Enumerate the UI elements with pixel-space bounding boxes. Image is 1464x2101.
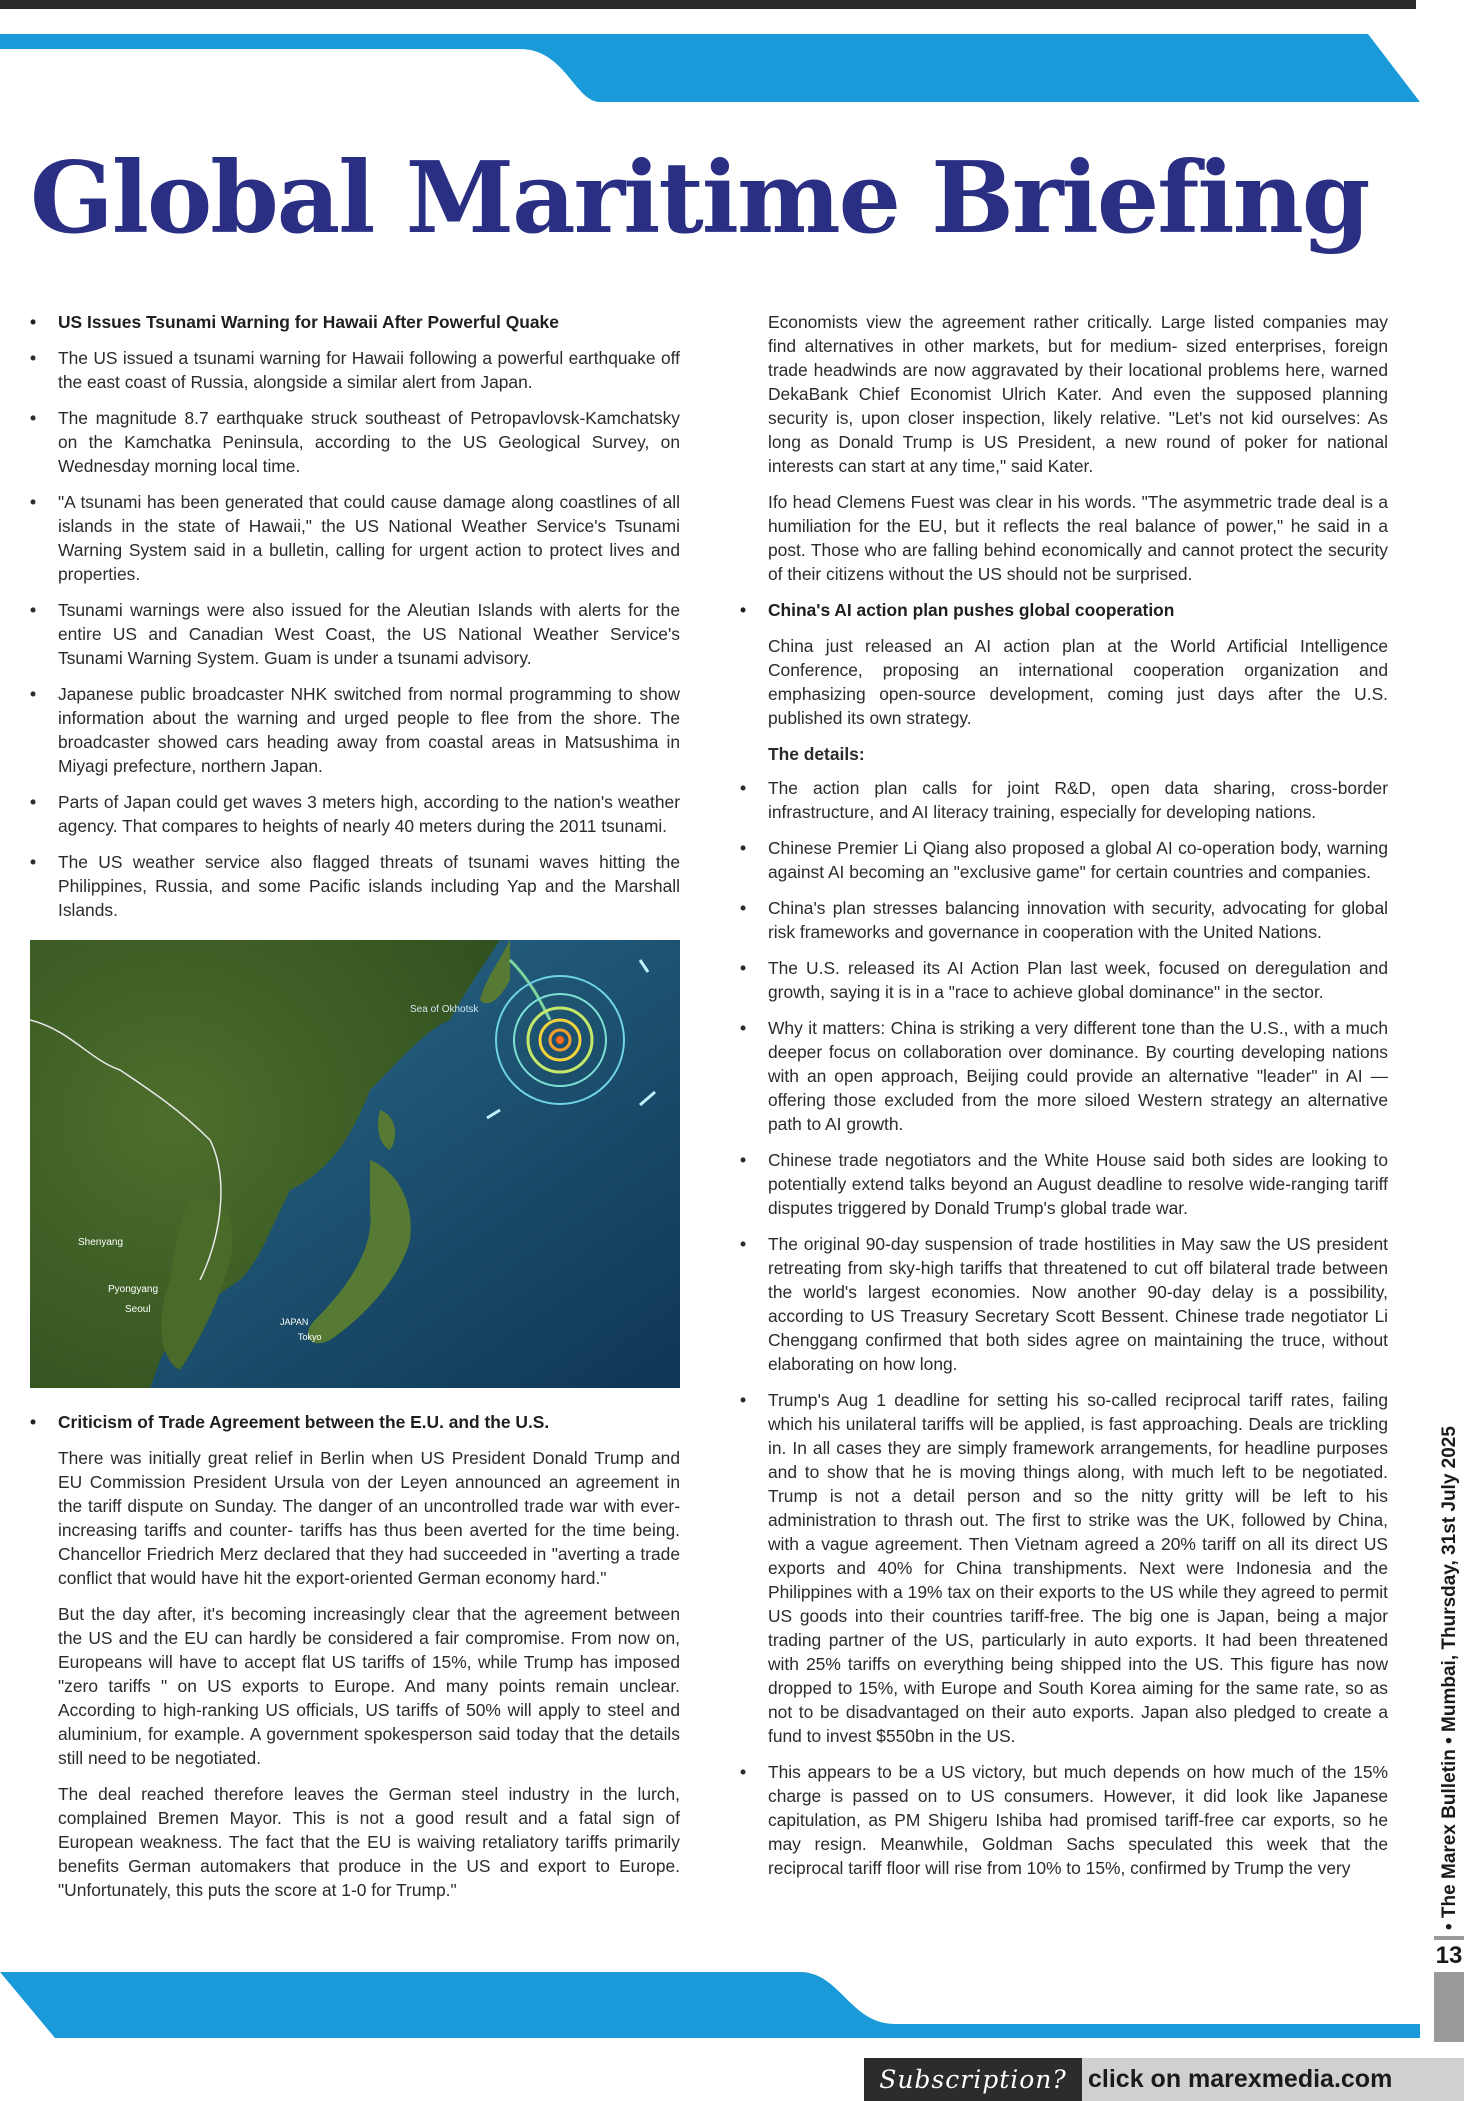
footer-wave [0,1972,1420,2044]
section-heading-tsunami: • US Issues Tsunami Warning for Hawaii After Powerful Quake [30,310,680,334]
page-number: 13 [1434,1940,1464,1972]
list-item: • Trump's Aug 1 deadline for setting his so-called reciprocal tariff rates, failing which his unilateral tariffs will be applied, is fast approaching. Deals are trickling in. In all cases they are simply framework arrangements, for headline purposes and to show that he is moving things along, with much left to be negotiated. Trump is not a detail person and so the nitty gritty will be left to his administration to thrash out. The first to strike was the UK, followed by China, with a vague agreement. Then Vietnam agreed a 20% tariff on all its direct US exports and 40% for China transhipments. Next were Indonesia and the Philippines with a 19% tax on their exports to the US while they agreed to permit US goods into their countries tariff-free. The big one is Japan, being a major trading partner of the US, particularly in auto exports. It had been threatened with 25% tariffs on everything being shipped into the US. This figure has now dropped to 15%, with Europe and South Korea aiming for the same rate, so as not to be disadvantaged on their auto exports. Japan also pledged to create a fund to invest $550bn in the US. [740,1388,1388,1748]
list-item: • Why it matters: China is striking a very different tone than the U.S., with a much deeper focus on collaboration over dominance. By courting developing nations with an open approach, Beijing could provide an alternative "leader" in AI — offering those excluded from the more siloed Western strategy an alternative path to AI growth. [740,1016,1388,1136]
subscription-link[interactable]: click on marexmedia.com [1088,2065,1393,2093]
list-item: • The magnitude 8.7 earthquake struck southeast of Petropavlovsk-Kamchatsky on the Kamchatka Peninsula, according to the US Geological Survey, on Wednesday morning local time. [30,406,680,478]
map-label-tokyo: Tokyo [298,1332,322,1342]
map-label-pyongyang: Pyongyang [108,1284,159,1295]
section-heading-ai: • China's AI action plan pushes global cooperation [740,598,1388,622]
list-item: • This appears to be a US victory, but much depends on how much of the 15% charge is passed on to US consumers. However, it did look like Japanese capitulation, as PM Shigeru Ishiba had promised tariff-free car exports, so he may resign. Meanwhile, Goldman Sachs speculated this week that the reciprocal tariff floor will rise from 10% to 15%, confirmed by Trump the very [740,1760,1388,1880]
list-item: • Tsunami warnings were also issued for the Aleutian Islands with alerts for the entire US and Canadian West Coast, the US National Weather Service's Tsunami Warning System. Guam is under a tsunami advisory. [30,598,680,670]
header-wave [0,34,1420,106]
left-column [30,310,680,1914]
paragraph: Ifo head Clemens Fuest was clear in his words. "The asymmetric trade deal is a humiliation for the EU, but it reflects the real balance of power," he said in a post. Those who are falling behind economically and cannot protect the security of their citizens without the US should not be surprised. [768,492,1388,584]
subscription-banner[interactable] [864,2058,1464,2101]
list-item: • Japanese public broadcaster NHK switched from normal programming to show information about the warning and urged people to flee from the shore. The broadcaster showed cars heading away from coastal areas in Matsushima in Miyagi prefecture, northern Japan. [30,682,680,778]
map-label-shenyang: Shenyang [78,1237,124,1248]
list-item: • The original 90-day suspension of trade hostilities in May saw the US president retreating from sky-high tariffs that threatened to cut off bilateral trade between the world's largest economies. Now another 90-day delay is a possibility, according to US Treasury Secretary Scott Bessent. Chinese trade negotiator Li Chenggang confirmed that both sides agree on maintaining the truce, without elaborating on how long. [740,1232,1388,1376]
paragraph: There was initially great relief in Berlin when US President Donald Trump and EU Commission President Ursula von der Leyen announced an agreement in the tariff dispute on Sunday. The danger of an uncontrolled trade war with ever-increasing tariffs and counter- tariffs has thus been averted for the time being. Chancellor Friedrich Merz declared that they had succeeded in "averting a trade conflict that would have hit the export-oriented German economy hard." [58,1448,680,1588]
map-label-japan: JAPAN [280,1317,309,1327]
earthquake-map [30,940,680,1388]
paragraph: The deal reached therefore leaves the German steel industry in the lurch, complained Bremen Mayor. This is not a good result and a fatal sign of European weakness. The fact that the EU is waiving retaliatory tariffs primarily benefits German automakers that produce in the US and export to Europe. "Unfortunately, this puts the score at 1-0 for Trump." [58,1784,680,1900]
list-item: • The action plan calls for joint R&D, open data sharing, cross-border infrastructure, and AI literacy training, especially for developing nations. [740,776,1388,824]
section-heading-trade: • Criticism of Trade Agreement between the E.U. and the U.S. [30,1410,680,1434]
details-label: The details: [768,744,865,764]
list-item: • The U.S. released its AI Action Plan last week, focused on deregulation and growth, saying it is in a "race to achieve global dominance" in the sector. [740,956,1388,1004]
map-label-seoul: Seoul [125,1304,151,1315]
paragraph: But the day after, it's becoming increasingly clear that the agreement between the US and the EU can hardly be considered a fair compromise. From now on, Europeans will have to accept flat US tariffs of 15%, while Trump has imposed "zero tariffs " on US exports to Europe. And many points remain unclear. According to high-ranking US officials, US tariffs of 50% will apply to steel and aluminium, for example. A government spokesperson said today that the details still need to be negotiated. [58,1604,680,1768]
list-item: • Chinese trade negotiators and the White House said both sides are looking to potentially extend talks beyond an August deadline to resolve wide-ranging tariff disputes triggered by Donald Trump's global trade war. [740,1148,1388,1220]
list-item: • Parts of Japan could get waves 3 meters high, according to the nation's weather agency. That compares to heights of nearly 40 meters during the 2011 tsunami. [30,790,680,838]
list-item: • "A tsunami has been generated that could cause damage along coastlines of all islands in the state of Hawaii," the US National Weather Service's Tsunami Warning System said in a bulletin, calling for urgent action to protect lives and properties. [30,490,680,586]
top-rule [0,0,1416,9]
paragraph: Economists view the agreement rather critically. Large listed companies may find alternatives in other markets, but for medium- sized enterprises, foreign trade headwinds are now aggravated by their locational problems here, warned DekaBank Chief Economist Ulrich Kater. And even the supposed planning security is, upon closer inspection, likely relative. "Let's not kid ourselves: As long as Donald Trump is US President, a new round of poker for national interests can start at any time," said Kater. [768,312,1388,476]
page-number-tab [1434,1936,1464,2042]
map-label-sea: Sea of Okhotsk [410,1004,479,1015]
list-item: • Chinese Premier Li Qiang also proposed a global AI co-operation body, warning against AI becoming an "exclusive game" for certain countries and companies. [740,836,1388,884]
list-item: • China's plan stresses balancing innovation with security, advocating for global risk frameworks and governance in cooperation with the United Nations. [740,896,1388,944]
right-column [740,310,1388,1892]
list-item: • The US issued a tsunami warning for Hawaii following a powerful earthquake off the east coast of Russia, alongside a similar alert from Japan. [30,346,680,394]
subscription-question: Subscription? [864,2058,1082,2101]
list-item: • The US weather service also flagged threats of tsunami waves hitting the Philippines, Russia, and some Pacific islands including Yap and the Marshall Islands. [30,850,680,922]
side-label: • The Marex Bulletin • Mumbai, Thursday, 31st July 2025 [1439,1426,1460,1930]
paragraph: China just released an AI action plan at the World Artificial Intelligence Conference, proposing an international cooperation organization and emphasizing open-source development, coming just days after the U.S. published its own strategy. [768,636,1388,728]
page-title: Global Maritime Briefing [30,141,1369,256]
